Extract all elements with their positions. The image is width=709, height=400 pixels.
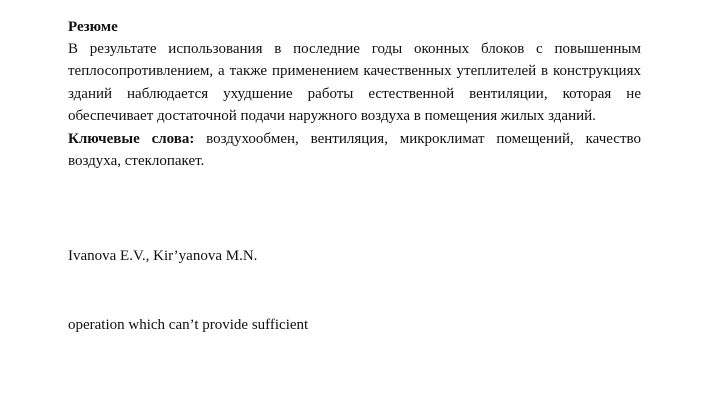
authors-line: Ivanova E.V., Kir’yanova M.N. — [68, 248, 258, 264]
english-text-fragment: operation which can’t provide sufficient — [68, 317, 309, 333]
abstract-heading: Резюме — [68, 19, 118, 35]
abstract-section — [68, 16, 641, 172]
keywords-text: воздухообмен, вентиляция, микроклимат помещений, качество воздуха, стеклопакет. — [68, 130, 641, 170]
abstract-text: В результате использования в последние годы оконных блоков с повышенным теплосопротивлением, а также применением качественных утеплителей в конструкциях зданий наблюдается ухудшение работы естественной вентиляции, которая не обеспечивает достаточной подачи наружного воздуха в помещения жилых зданий. — [68, 41, 641, 125]
keywords-label: Ключевые слова: — [68, 130, 195, 147]
keywords-paragraph — [68, 128, 641, 173]
